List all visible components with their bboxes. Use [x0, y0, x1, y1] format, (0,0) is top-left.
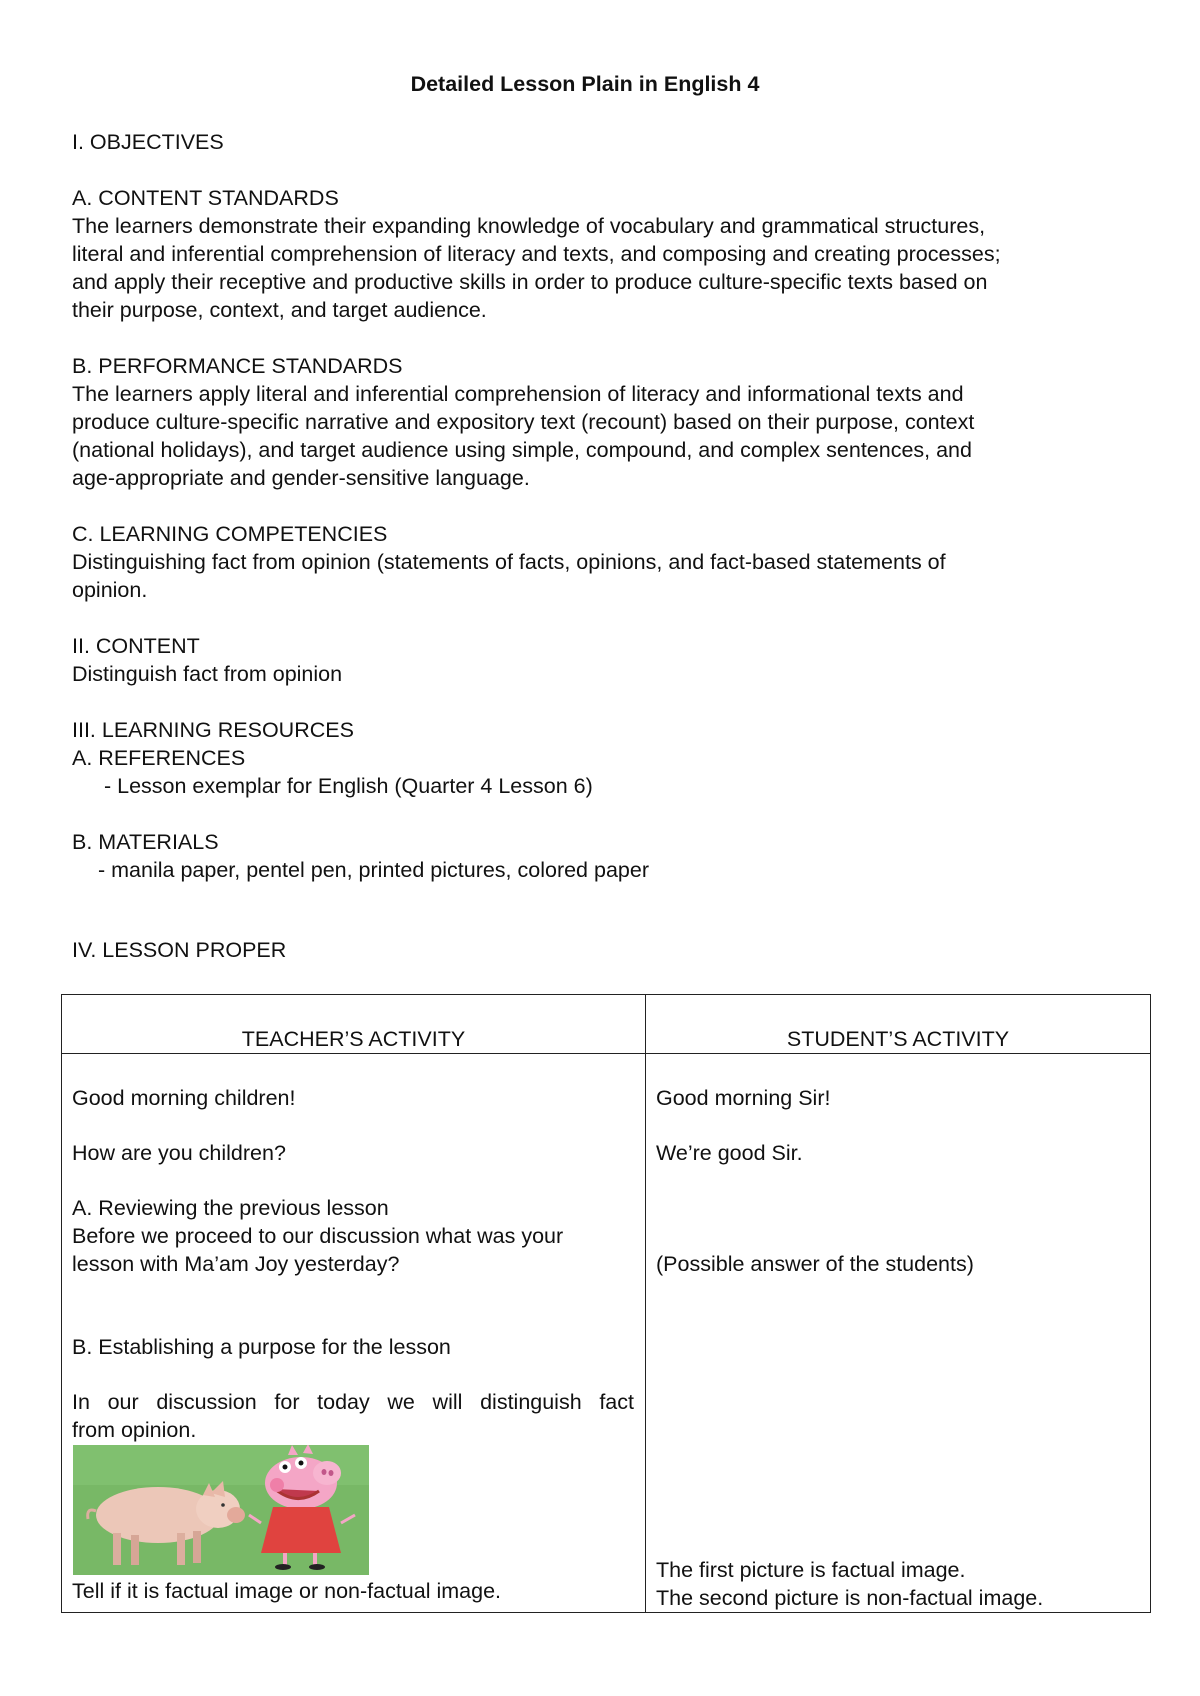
learning-competencies-line: Distinguishing fact from opinion (statements of facts, opinions, and fact-based statements of [72, 550, 946, 574]
pig-illustration-icon [73, 1445, 369, 1575]
teacher-greeting: Good morning children! [72, 1086, 296, 1110]
references-item: - Lesson exemplar for English (Quarter 4 Lesson 6) [104, 774, 593, 798]
learning-competencies-line: opinion. [72, 578, 148, 602]
performance-standards-heading: B. PERFORMANCE STANDARDS [72, 354, 403, 378]
review-question-line: lesson with Ma’am Joy yesterday? [72, 1252, 400, 1276]
content-standards-line: and apply their receptive and productive skills in order to produce culture-specific texts based on [72, 270, 988, 294]
student-activity-header: STUDENT’S ACTIVITY [646, 995, 1151, 1054]
objectives-heading: I. OBJECTIVES [72, 130, 224, 154]
materials-heading: B. MATERIALS [72, 830, 219, 854]
student-possible-answer: (Possible answer of the students) [656, 1252, 974, 1276]
document-title: Detailed Lesson Plain in English 4 [410, 72, 760, 96]
performance-standards-line: (national holidays), and target audience using simple, compound, and complex sentences, and [72, 438, 972, 462]
references-heading: A. REFERENCES [72, 746, 246, 770]
content-standards-line: literal and inferential comprehension of literacy and texts, and composing and creating processes; [72, 242, 1001, 266]
performance-standards-line: The learners apply literal and inferential comprehension of literacy and informational texts and [72, 382, 964, 406]
teacher-activity-header: TEACHER’S ACTIVITY [62, 995, 646, 1054]
lesson-proper-heading: IV. LESSON PROPER [72, 938, 287, 962]
activity-table-header-row [62, 995, 1151, 1054]
purpose-statement-line: from opinion. [72, 1418, 197, 1442]
learning-competencies-heading: C. LEARNING COMPETENCIES [72, 522, 388, 546]
performance-standards-line: age-appropriate and gender-sensitive language. [72, 466, 530, 490]
content-standards-line: The learners demonstrate their expanding knowledge of vocabulary and grammatical structures, [72, 214, 986, 238]
document-body [72, 128, 1132, 884]
activity-table-row [62, 1054, 1151, 1613]
materials-item: - manila paper, pentel pen, printed pictures, colored paper [98, 858, 649, 882]
activity-table [61, 994, 1151, 1613]
picture-instruction: Tell if it is factual image or non-factual image. [72, 1579, 502, 1603]
content-standards-line: their purpose, context, and target audience. [72, 298, 487, 322]
review-heading: A. Reviewing the previous lesson [72, 1196, 389, 1220]
performance-standards-line: produce culture-specific narrative and expository text (recount) based on their purpose, context [72, 410, 975, 434]
review-question-line: Before we proceed to our discussion what was your [72, 1224, 564, 1248]
teacher-activity-cell [62, 1054, 646, 1613]
student-reply: We’re good Sir. [656, 1141, 803, 1165]
teacher-how-are-you: How are you children? [72, 1141, 286, 1165]
content-standards-heading: A. CONTENT STANDARDS [72, 186, 339, 210]
purpose-statement-line: In our discussion for today we will distinguish fact [72, 1390, 634, 1414]
student-answer-line: The second picture is non-factual image. [656, 1586, 1044, 1610]
student-activity-cell [646, 1054, 1151, 1613]
purpose-heading: B. Establishing a purpose for the lesson [72, 1335, 451, 1359]
content-heading: II. CONTENT [72, 634, 200, 658]
content-text: Distinguish fact from opinion [72, 662, 343, 686]
resources-heading: III. LEARNING RESOURCES [72, 718, 354, 742]
student-greeting: Good morning Sir! [656, 1086, 831, 1110]
student-answer-line: The first picture is factual image. [656, 1558, 966, 1582]
pig-pictures [73, 1445, 369, 1575]
